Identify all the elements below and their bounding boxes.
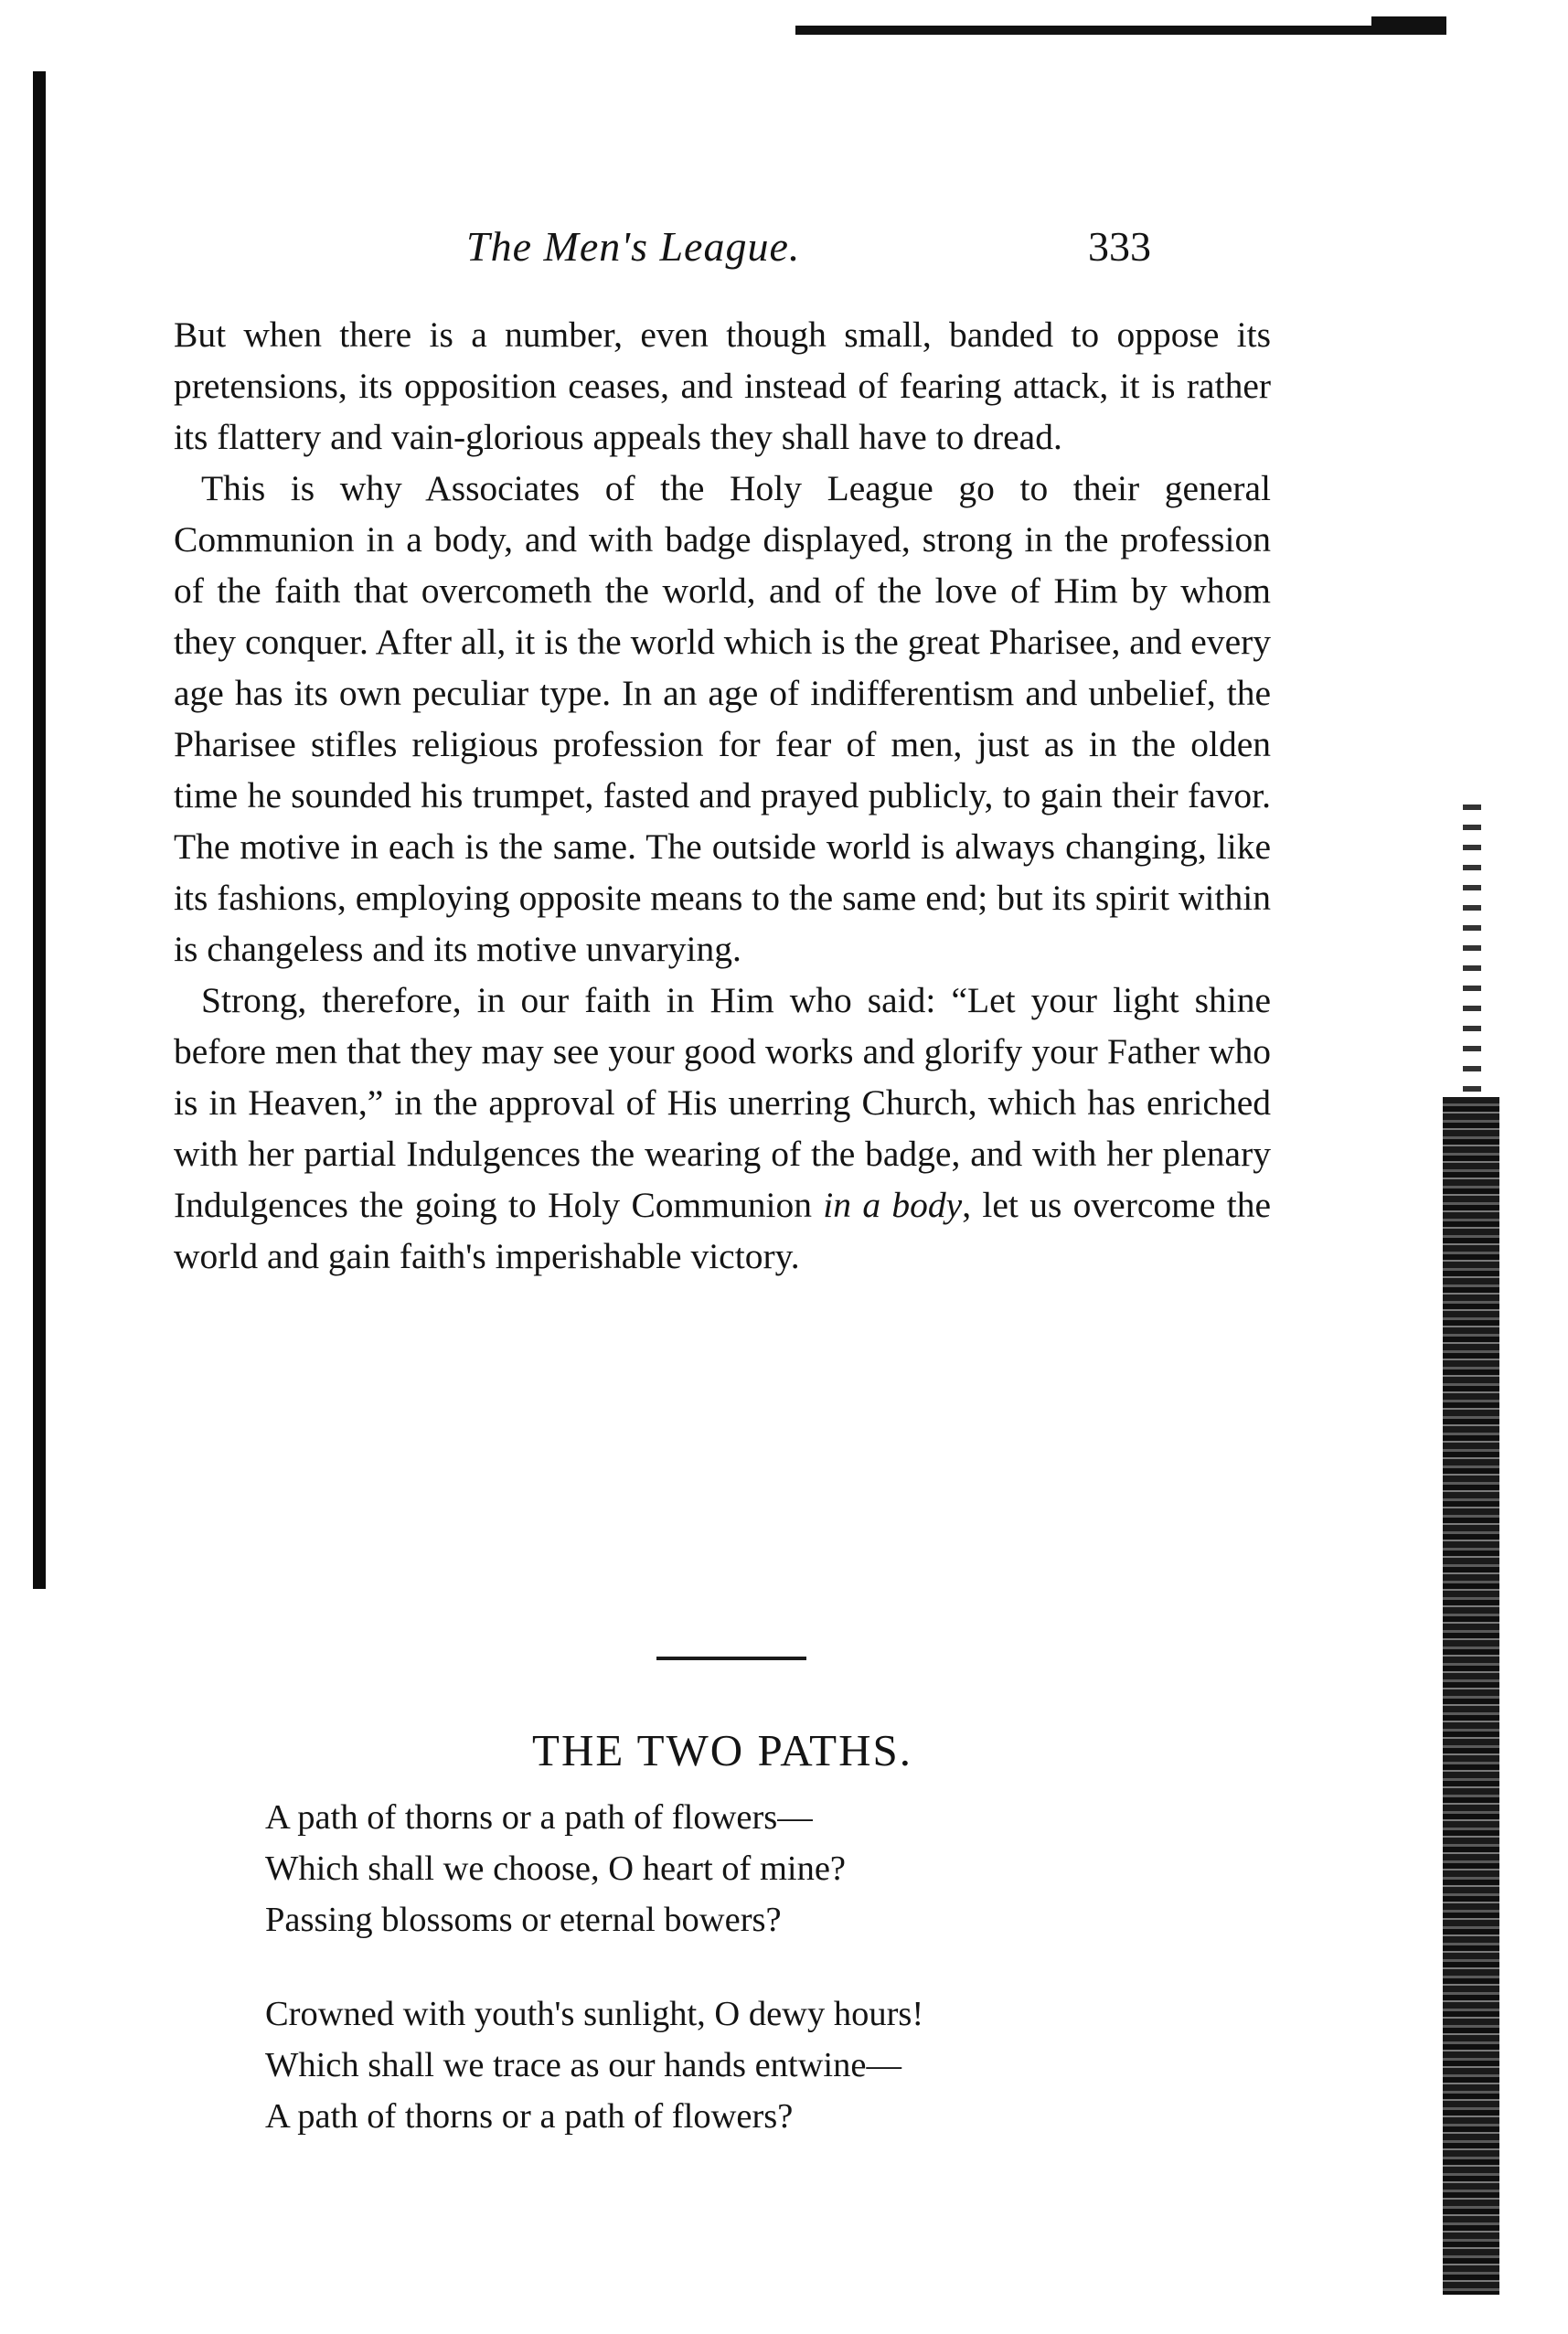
paragraph-3 [174,975,1271,1282]
poem-title: THE TWO PATHS. [532,1725,912,1775]
poem-stanza-2 [265,1988,1225,2142]
scan-top-rule [795,26,1445,35]
body-text [174,309,1271,1282]
poem-line: Which shall we choose, O heart of mine? [265,1849,847,1888]
paragraph-text: This is why Associates of the Holy League go to their general Communion in a body, and with badge displayed, strong in the profession of the faith that overcometh the world, and of the love of Him by whom they conquer. After all, it is the world which is the great Pharisee, and every age has its own peculiar type. In an age of indifferentism and unbelief, the Pharisee stifles religious profession for fear of men, just as in the olden time he sounded his trumpet, fasted and prayed publicly, to gain their favor. The motive in each is the same. The outside world is always changing, like its fashions, employing opposite means to the same end; but its spirit within is changeless and its motive unvarying. [174,468,1271,969]
section-divider [656,1657,806,1660]
page-number: 333 [1088,223,1151,270]
paragraph-text: But when there is a number, even though small, banded to oppose its pretensions, its opposition ceases, and instead of fearing attack, it is rather its flattery and vain-glorious appeals they shall have to dread. [174,314,1271,457]
emphasis-in-a-body: in a body [823,1185,963,1225]
paragraph-2 [174,463,1271,975]
running-title: The Men's League. [466,223,801,270]
poem-stanza-1 [265,1792,1225,1945]
paragraph-text: , let us overcome the world and gain faith's imperishable victory. [174,1185,1271,1276]
scan-top-rule-tail [1371,16,1446,35]
scan-page-edge-upper [1463,805,1481,1097]
poem-line: Which shall we trace as our hands entwine— [265,2046,901,2084]
scan-page-edge-lower [1443,1097,1499,2295]
running-header [174,219,1271,283]
paragraph-text: Strong, therefore, in our faith in Him who said: “Let your light shine before men that they may see your good works and glorify your Father who is in Heaven,” in the approval of His unerring Church, which has enriched with her partial Indulgences the wearing of the badge, and with her plenary Indulgences the going to Holy Communion [174,980,1271,1225]
scan-binding-edge [33,71,46,1589]
poem-line: A path of thorns or a path of flowers— [265,1798,813,1837]
poem-line: Crowned with youth's sunlight, O dewy hours! [265,1995,924,2033]
poem-line: A path of thorns or a path of flowers? [265,2097,794,2136]
poem-line: Passing blossoms or eternal bowers? [265,1901,782,1939]
paragraph-1 [174,309,1271,463]
